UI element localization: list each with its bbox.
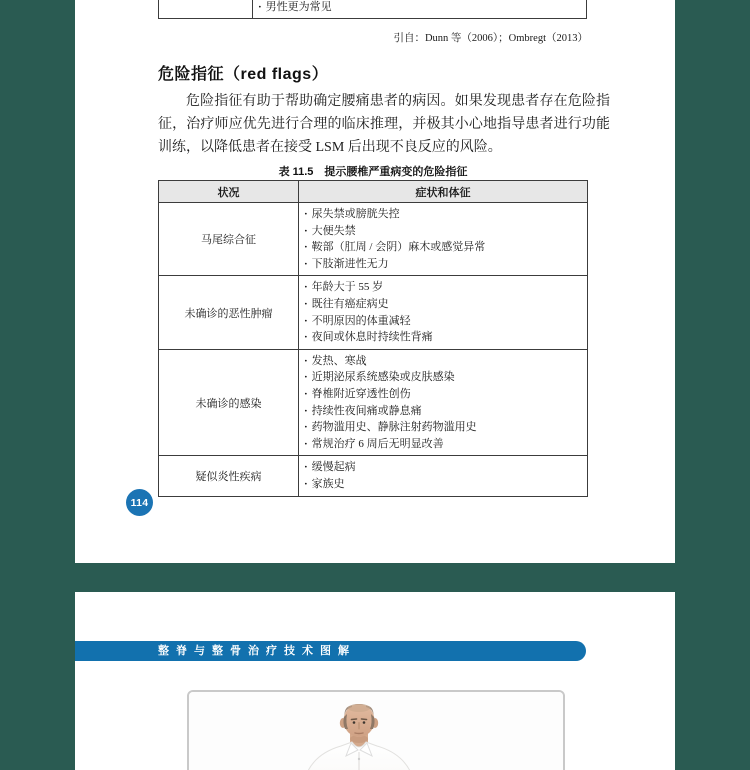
sign-item: · 下肢渐进性无力 bbox=[304, 256, 583, 273]
sign-item: · 脊椎附近穿透性创伤 bbox=[304, 386, 583, 403]
book-title-text: 整脊与整骨治疗技术图解 bbox=[158, 645, 356, 657]
sign-item: · 发热、寒战 bbox=[304, 353, 583, 370]
condition-cell: 未确诊的恶性肿瘤 bbox=[159, 276, 299, 349]
section-heading: 危险指征（red flags） bbox=[158, 66, 329, 83]
signs-cell bbox=[299, 456, 588, 496]
therapist-photo bbox=[189, 692, 563, 770]
previous-table-empty-cell bbox=[159, 0, 253, 18]
condition-cell: 未确诊的感染 bbox=[159, 349, 299, 456]
table-header-row bbox=[159, 181, 588, 203]
table-caption: 表 11.5 提示腰椎严重病变的危险指征 bbox=[278, 166, 468, 178]
header-signs: 症状和体征 bbox=[299, 181, 588, 203]
sign-item: · 既往有癌症病史 bbox=[304, 296, 583, 313]
previous-table-sign-item: · 男性更为常见 bbox=[253, 0, 586, 18]
sign-item: · 常规治疗 6 周后无明显改善 bbox=[304, 436, 583, 453]
header-condition: 状况 bbox=[159, 181, 299, 203]
signs-cell bbox=[299, 203, 588, 276]
sign-item: · 尿失禁或膀胱失控 bbox=[304, 206, 583, 223]
sign-item: · 家族史 bbox=[304, 476, 583, 493]
sign-item: · 近期泌尿系统感染或皮肤感染 bbox=[304, 369, 583, 386]
sign-item: · 年龄大于 55 岁 bbox=[304, 279, 583, 296]
page-number-badge: 114 bbox=[126, 489, 153, 516]
table-source-citation: 引自：Dunn 等（2006）；Ombregt（2013） bbox=[393, 33, 588, 44]
sign-item: · 持续性夜间痛或静息痛 bbox=[304, 403, 583, 420]
red-flags-table bbox=[158, 180, 588, 497]
sign-item: · 不明原因的体重减轻 bbox=[304, 313, 583, 330]
signs-cell bbox=[299, 349, 588, 456]
sign-item: · 缓慢起病 bbox=[304, 459, 583, 476]
book-page-next bbox=[75, 592, 675, 770]
table-row bbox=[159, 203, 588, 276]
table-row bbox=[159, 349, 588, 456]
sign-item: · 药物滥用史、静脉注射药物滥用史 bbox=[304, 419, 583, 436]
table-row bbox=[159, 456, 588, 496]
photo-frame bbox=[187, 690, 565, 770]
table-row bbox=[159, 276, 588, 349]
condition-cell: 马尾综合征 bbox=[159, 203, 299, 276]
sign-item: · 鞍部（肛周 / 会阴）麻木或感觉异常 bbox=[304, 239, 583, 256]
sign-item: · 夜间或休息时持续性背痛 bbox=[304, 329, 583, 346]
signs-cell bbox=[299, 276, 588, 349]
book-page-114 bbox=[75, 0, 675, 563]
running-header-bar bbox=[75, 641, 586, 661]
body-paragraph: 危险指征有助于帮助确定腰痛患者的病因。如果发现患者存在危险指征，治疗师应优先进行合理的临床推理，并极其小心地指导患者进行功能训练，以降低患者在接受 LSM 后出现不良反应的风险。 bbox=[158, 94, 610, 155]
sign-item: · 大便失禁 bbox=[304, 223, 583, 240]
previous-table-fragment bbox=[158, 0, 587, 19]
condition-cell: 疑似炎性疾病 bbox=[159, 456, 299, 496]
